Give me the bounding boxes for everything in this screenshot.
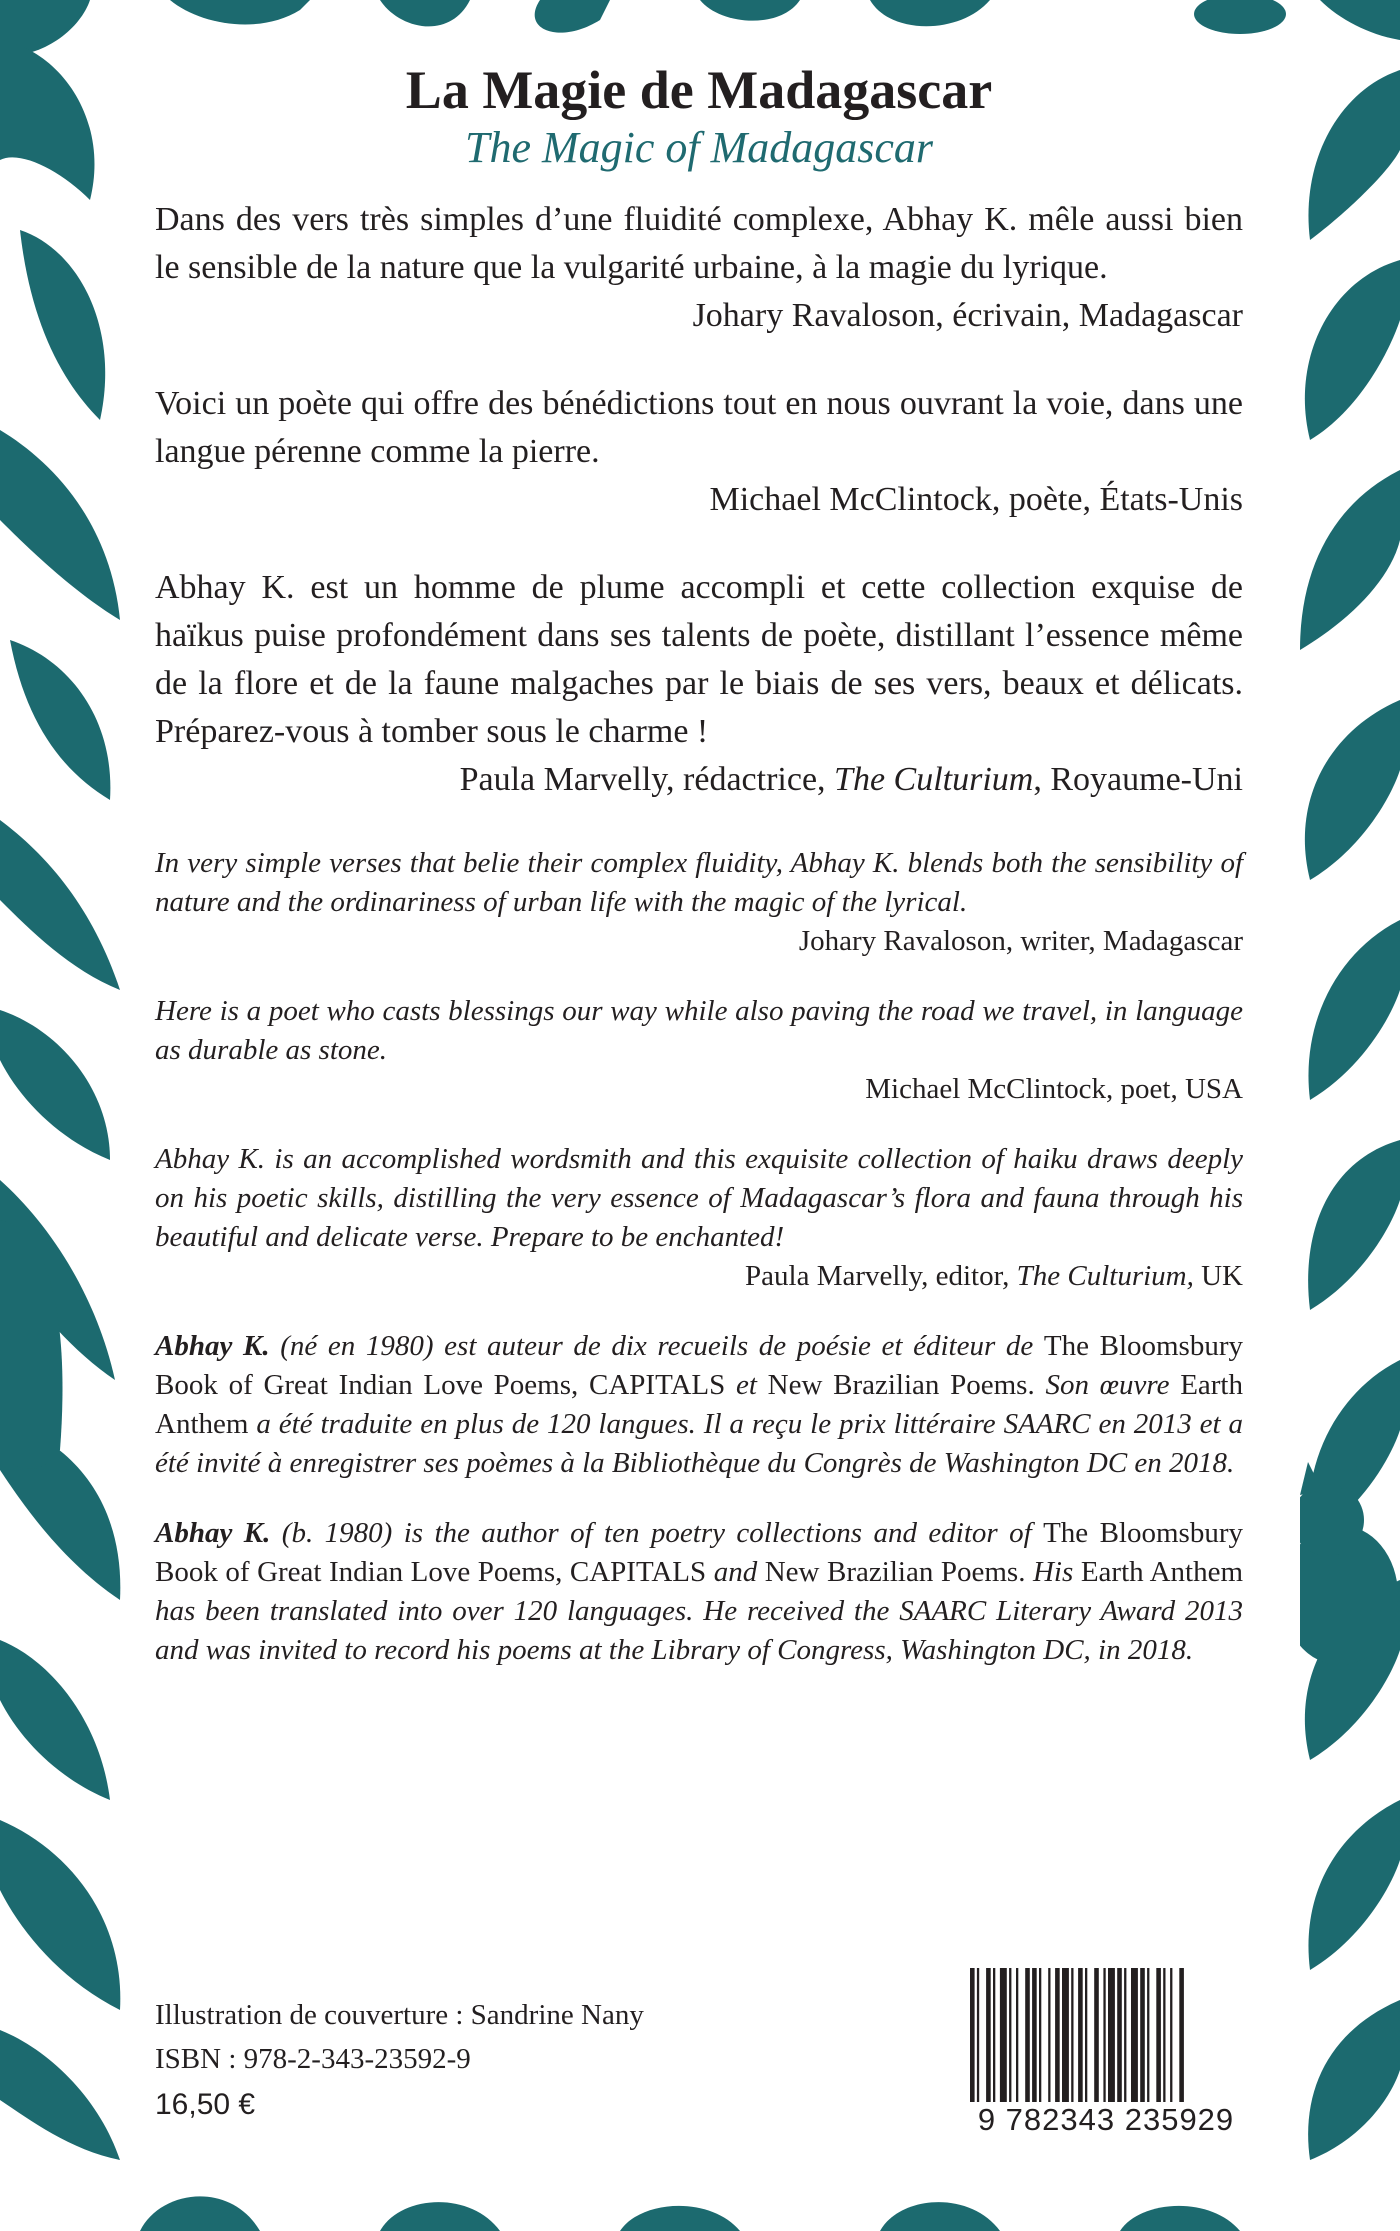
publication-name: The Culturium [834,761,1034,798]
bio-text: His [1025,1556,1081,1588]
bio-text: has been translated into over 120 languages. He received the SAARC Literary Award 2013 and was invited to record his poems at the Library of Congress, Washington DC, in 2018. [155,1595,1243,1666]
book-title: La Magie de Madagascar [405,60,993,120]
attribution-country: , Royaume-Uni [1033,761,1243,798]
review-fr-1-quote: Dans des vers très simples d’une fluidité complexe, Abhay K. mêle aussi bien le sensible de la nature que la vulgarité urbaine, à la magie du lyrique. [155,201,1243,286]
review-fr-2-quote: Voici un poète qui offre des bénédictions tout en nous ouvrant la voie, dans une langue pérenne comme la pierre. [155,385,1243,470]
review-en-1-quote: In very simple verses that belie their complex fluidity, Abhay K. blends both the sensibility of nature and the ordinariness of urban life with the magic of the lyrical. [155,847,1243,918]
review-en-3-quote: Abhay K. is an accomplished wordsmith and this exquisite collection of haiku draws deeply on his poetic skills, distilling the very essence of Madagascar’s flora and fauna through his beautiful and delicate verse. Prepare to be enchanted! [155,1143,1243,1253]
bio-book-title: The Bloomsbury Book of Great Indian Love Poems, CAPITALS [155,1330,1243,1401]
bio-book-title: Earth Anthem [1080,1556,1243,1588]
review-fr-3-attribution [155,756,1243,804]
back-cover-content [155,58,1243,1701]
review-en-3-attribution [155,1257,1243,1296]
author-bio-fr [155,1327,1243,1483]
bio-book-title: New Brazilian Poems. [767,1369,1035,1401]
bio-book-title: The Bloomsbury Book of Great Indian Love Poems, CAPITALS [155,1517,1243,1588]
review-en-2-quote: Here is a poet who casts blessings our way while also paving the road we travel, in language as durable as stone. [155,995,1243,1066]
attribution-text: Paula Marvelly, editor, [745,1260,1017,1292]
bio-text: a été traduite en plus de 120 langues. Il a reçu le prix littéraire SAARC en 2013 et a été invité à enregistrer ses poèmes à la Bibliothèque du Congrès de Washington DC en 2018. [155,1408,1243,1479]
isbn: ISBN : 978-2-343-23592-9 [155,2043,471,2075]
bio-author-name: Abhay K. [155,1517,271,1549]
bio-book-title: Earth Anthem [155,1369,1243,1440]
review-fr-3-quote: Abhay K. est un homme de plume accompli et cette collection exquise de haïkus puise profondément dans ses talents de poète, distillant l’essence même de la flore et de la faune malgaches par le biais de ses vers, beaux et délicats. Préparez-vous à tomber sous le charme ! [155,569,1243,750]
bio-author-name: Abhay K. [155,1330,270,1362]
review-en-1-attribution: Johary Ravaloson, writer, Madagascar [798,925,1243,957]
bio-text: et [725,1369,768,1401]
barcode-icon [970,1968,1245,2118]
barcode-number: 9 782343 235929 [977,2102,1235,2137]
review-fr-1-attribution: Johary Ravaloson, écrivain, Madagascar [692,297,1243,334]
bio-text: and [706,1556,765,1588]
bio-text: (né en 1980) est auteur de dix recueils de poésie et éditeur de [269,1330,1044,1362]
bio-text: (b. 1980) is the author of ten poetry collections and editor of [270,1517,1044,1549]
price: 16,50 € [155,2088,256,2121]
bio-text: Son œuvre [1034,1369,1181,1401]
bio-book-title: New Brazilian Poems. [764,1556,1026,1588]
publication-name: The Culturium, [1016,1260,1194,1292]
attribution-country: UK [1193,1260,1243,1292]
illustration-credit: Illustration de couverture : Sandrine Nany [155,1999,644,2031]
review-fr-2-attribution: Michael McClintock, poète, États-Unis [709,481,1243,518]
author-bio-en [155,1514,1243,1670]
review-en-2-attribution: Michael McClintock, poet, USA [865,1073,1243,1105]
book-subtitle: The Magic of Madagascar [464,123,934,172]
barcode-digits [956,2102,1256,2138]
attribution-text: Paula Marvelly, rédactrice, [459,761,835,798]
credits-block [155,1993,855,2125]
